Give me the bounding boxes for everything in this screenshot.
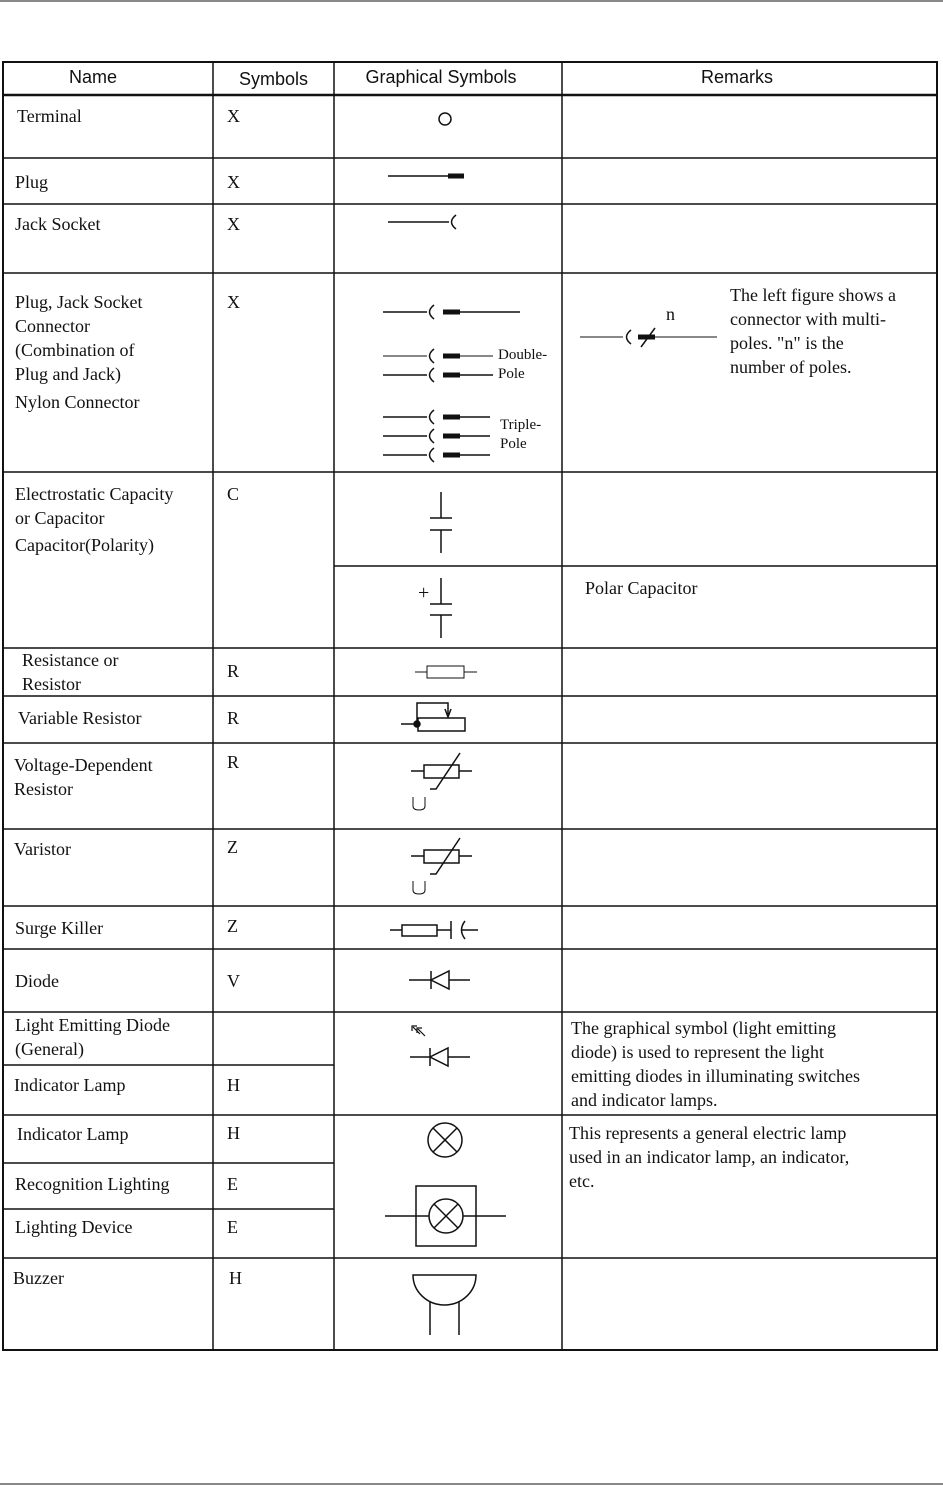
- surge-killer-symbol: [390, 921, 478, 939]
- triple-pole-connector-symbol: [383, 410, 490, 462]
- double-pole-label: Double-: [498, 347, 548, 363]
- remark-line: and indicator lamps.: [571, 1090, 718, 1110]
- row-name: (Combination of: [15, 340, 135, 360]
- remark-line: diode) is used to represent the light: [571, 1042, 824, 1062]
- row-symbol: C: [227, 484, 240, 504]
- row-name: Light Emitting Diode: [15, 1015, 170, 1035]
- jack-socket-symbol: [388, 215, 456, 229]
- row-symbol: H: [229, 1268, 242, 1288]
- row-symbol: Z: [227, 837, 238, 857]
- double-pole-connector-symbol: [383, 349, 493, 382]
- remark-line: The graphical symbol (light emitting: [571, 1018, 836, 1038]
- header-name: Name: [68, 67, 117, 87]
- row-symbol: V: [227, 971, 240, 991]
- row-symbol: E: [227, 1174, 238, 1194]
- row-name: Resistor: [22, 674, 82, 694]
- row-name: Jack Socket: [15, 214, 101, 234]
- row-name: Plug and Jack): [15, 364, 121, 384]
- row-symbol: E: [227, 1217, 238, 1237]
- remark-line: emitting diodes in illuminating switches: [571, 1066, 860, 1086]
- row-symbol: H: [227, 1075, 240, 1095]
- multi-pole-connector-symbol: [580, 328, 717, 347]
- row-name: Plug, Jack Socket: [15, 292, 143, 312]
- row-name: Buzzer: [13, 1268, 64, 1288]
- row-name: Connector: [15, 316, 90, 336]
- poles-n-label: n: [666, 304, 675, 324]
- row-name: Resistance or: [22, 650, 119, 670]
- row-symbol: R: [227, 752, 240, 772]
- voltage-dependent-resistor-symbol: [411, 753, 472, 810]
- row-name: Resistor: [14, 779, 74, 799]
- remark-line: The left figure shows a: [730, 285, 896, 305]
- remark-line: number of poles.: [730, 357, 852, 377]
- row-name: Indicator Lamp: [14, 1075, 126, 1095]
- lamp-symbol: [428, 1123, 462, 1157]
- row-name: Varistor: [14, 839, 71, 859]
- row-name: Capacitor(Polarity): [15, 535, 154, 555]
- row-symbol: H: [227, 1123, 240, 1143]
- polarity-plus-sign: +: [418, 582, 430, 604]
- row-name: Indicator Lamp: [17, 1124, 129, 1144]
- row-symbol: X: [227, 292, 240, 312]
- variable-resistor-symbol: [401, 703, 465, 731]
- remark-line: Polar Capacitor: [585, 578, 698, 598]
- row-symbol: R: [227, 661, 240, 681]
- row-name: Recognition Lighting: [15, 1174, 170, 1194]
- triple-pole-label: Pole: [500, 436, 527, 452]
- remark-line: used in an indicator lamp, an indicator,: [569, 1147, 850, 1167]
- row-name: Nylon Connector: [15, 392, 140, 412]
- row-name: Variable Resistor: [18, 708, 142, 728]
- row-symbol: X: [227, 214, 240, 234]
- remark-line: connector with multi-: [730, 309, 886, 329]
- row-name: or Capacitor: [15, 508, 105, 528]
- row-name: Lighting Device: [15, 1217, 133, 1237]
- remark-line: poles. "n" is the: [730, 333, 844, 353]
- row-symbol: R: [227, 708, 240, 728]
- led-symbol: [410, 1026, 470, 1066]
- resistor-symbol: [415, 666, 477, 678]
- capacitor-symbol: [430, 492, 452, 553]
- header-remarks: Remarks: [700, 67, 773, 87]
- row-name: Electrostatic Capacity: [15, 484, 174, 504]
- row-symbol: Z: [227, 916, 238, 936]
- row-name: (General): [15, 1039, 84, 1059]
- varistor-symbol: [411, 838, 472, 894]
- row-name: Terminal: [17, 106, 82, 126]
- buzzer-symbol: [413, 1275, 476, 1335]
- row-symbol: X: [227, 106, 240, 126]
- row-name: Diode: [15, 971, 59, 991]
- polar-capacitor-symbol: [430, 578, 452, 638]
- remark-line: This represents a general electric lamp: [569, 1123, 847, 1143]
- triple-pole-label: Triple-: [500, 417, 542, 433]
- row-name: Voltage-Dependent: [14, 755, 153, 775]
- lighting-device-symbol: [385, 1186, 506, 1246]
- header-symbols: Symbols: [238, 69, 309, 89]
- row-name: Surge Killer: [15, 918, 104, 938]
- header-graphical-symbols: Graphical Symbols: [365, 67, 517, 87]
- double-pole-label: Pole: [498, 366, 525, 382]
- terminal-symbol: [439, 113, 451, 125]
- diode-symbol: [409, 971, 470, 989]
- row-symbol: X: [227, 172, 240, 192]
- row-name: Plug: [15, 172, 49, 192]
- remark-line: etc.: [569, 1171, 595, 1191]
- connector-symbol: [383, 305, 520, 319]
